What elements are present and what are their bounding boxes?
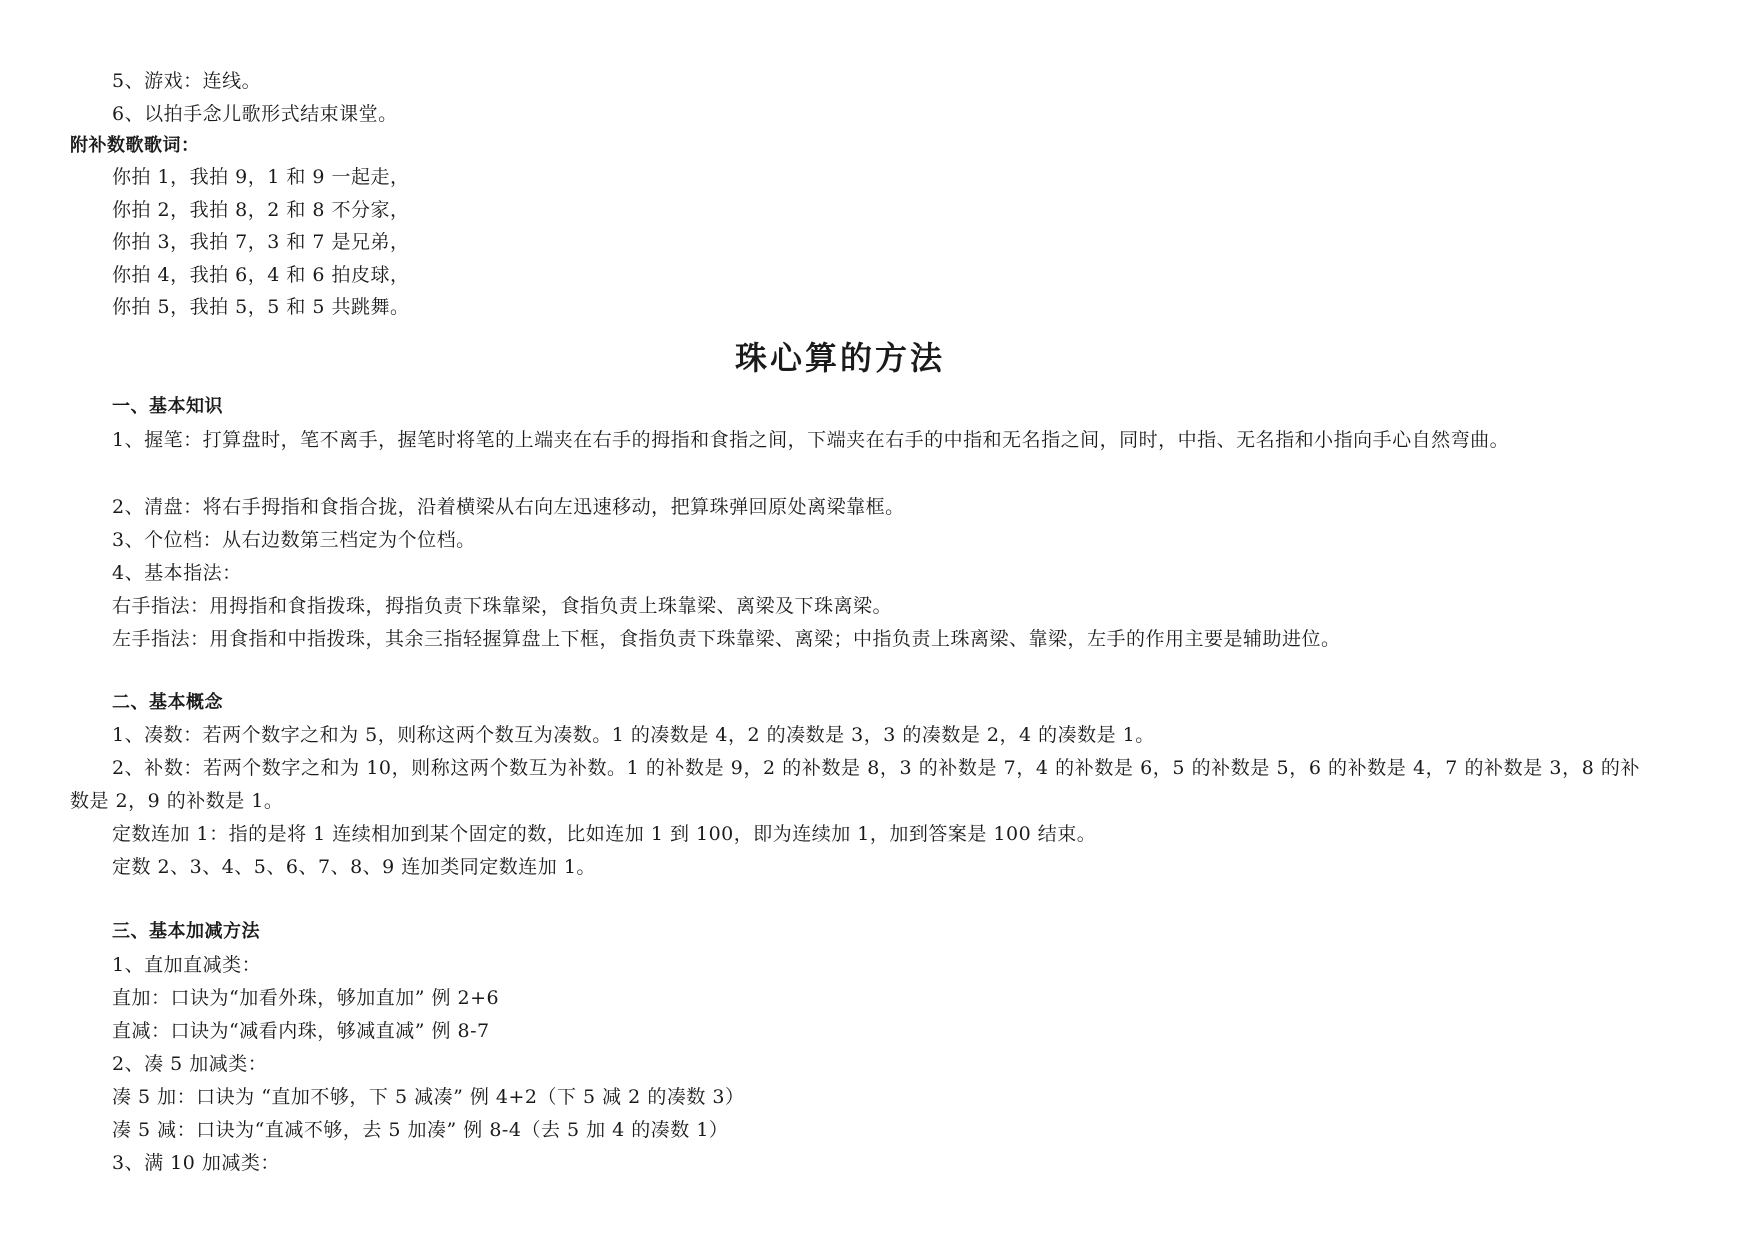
song-line-4: 你拍 4，我拍 6，4 和 6 拍皮球， xyxy=(112,264,410,286)
section1-paragraph-4: 4、基本指法： xyxy=(112,562,242,584)
section1-paragraph-2: 2、清盘：将右手拇指和食指合拢，沿着横梁从右向左迅速移动，把算珠弹回原处离梁靠框。 xyxy=(112,496,905,518)
section1-paragraph-6: 左手指法：用食指和中指拨珠，其余三指轻握算盘上下框，食指负责下珠靠梁、离梁；中指负责上珠离梁、靠梁，左手的作用主要是辅助进位。 xyxy=(112,628,1341,650)
section1-paragraph-1: 1、握笔：打算盘时，笔不离手，握笔时将笔的上端夹在右手的拇指和食指之间，下端夹在右手的中指和无名指之间，同时，中指、无名指和小指向手心自然弯曲。 xyxy=(112,429,1510,451)
section3-paragraph-4: 2、凑 5 加减类： xyxy=(112,1053,268,1075)
section3-paragraph-3: 直减：口诀为“减看内珠，够减直减” 例 8-7 xyxy=(112,1020,490,1042)
section3-paragraph-7: 3、满 10 加减类： xyxy=(112,1152,280,1174)
section2-paragraph-4: 定数 2、3、4、5、6、7、8、9 连加类同定数连加 1。 xyxy=(112,856,596,878)
section3-paragraph-5: 凑 5 加：口诀为 “直加不够，下 5 减凑” 例 4+2（下 5 减 2 的凑数 3） xyxy=(112,1086,745,1108)
section3-paragraph-1: 1、直加直减类： xyxy=(112,954,262,976)
section2-heading: 二、基本概念 xyxy=(112,692,223,713)
song-line-3: 你拍 3，我拍 7，3 和 7 是兄弟， xyxy=(112,231,410,253)
section2-paragraph-3: 定数连加 1：指的是将 1 连续相加到某个固定的数，比如连加 1 到 100，即为连续加 1，加到答案是 100 结束。 xyxy=(112,823,1097,845)
song-line-5: 你拍 5，我拍 5，5 和 5 共跳舞。 xyxy=(112,296,410,318)
song-line-2: 你拍 2，我拍 8，2 和 8 不分家， xyxy=(112,199,410,221)
section2-paragraph-1: 1、凑数：若两个数字之和为 5，则称这两个数互为凑数。1 的凑数是 4，2 的凑数是 3，3 的凑数是 2，4 的凑数是 1。 xyxy=(112,724,1155,746)
section3-heading: 三、基本加减方法 xyxy=(112,921,260,942)
section1-heading: 一、基本知识 xyxy=(112,396,223,417)
section3-paragraph-6: 凑 5 减：口诀为“直减不够，去 5 加凑” 例 8-4（去 5 加 4 的凑数 1） xyxy=(112,1119,729,1141)
section1-paragraph-3: 3、个位档：从右边数第三档定为个位档。 xyxy=(112,529,476,551)
section1-paragraph-5: 右手指法：用拇指和食指拨珠，拇指负责下珠靠梁，食指负责上珠靠梁、离梁及下珠离梁。 xyxy=(112,595,893,617)
page-title: 珠心算的方法 xyxy=(734,339,945,377)
song-heading: 附补数歌歌词： xyxy=(70,135,200,156)
intro-item-5: 5、游戏：连线。 xyxy=(112,70,262,92)
song-line-1: 你拍 1，我拍 9，1 和 9 一起走， xyxy=(112,166,410,188)
intro-item-6: 6、以拍手念儿歌形式结束课堂。 xyxy=(112,103,398,125)
section2-paragraph-2: 2、补数：若两个数字之和为 10，则称这两个数互为补数。1 的补数是 9，2 的补数是 8，3 的补数是 7，4 的补数是 6，5 的补数是 5，6 的补数是 4，7 的补数是 3，8 的补数是 2，9 的补数是 1。 xyxy=(70,757,1640,812)
section3-paragraph-2: 直加：口诀为“加看外珠，够加直加” 例 2+6 xyxy=(112,987,500,1009)
